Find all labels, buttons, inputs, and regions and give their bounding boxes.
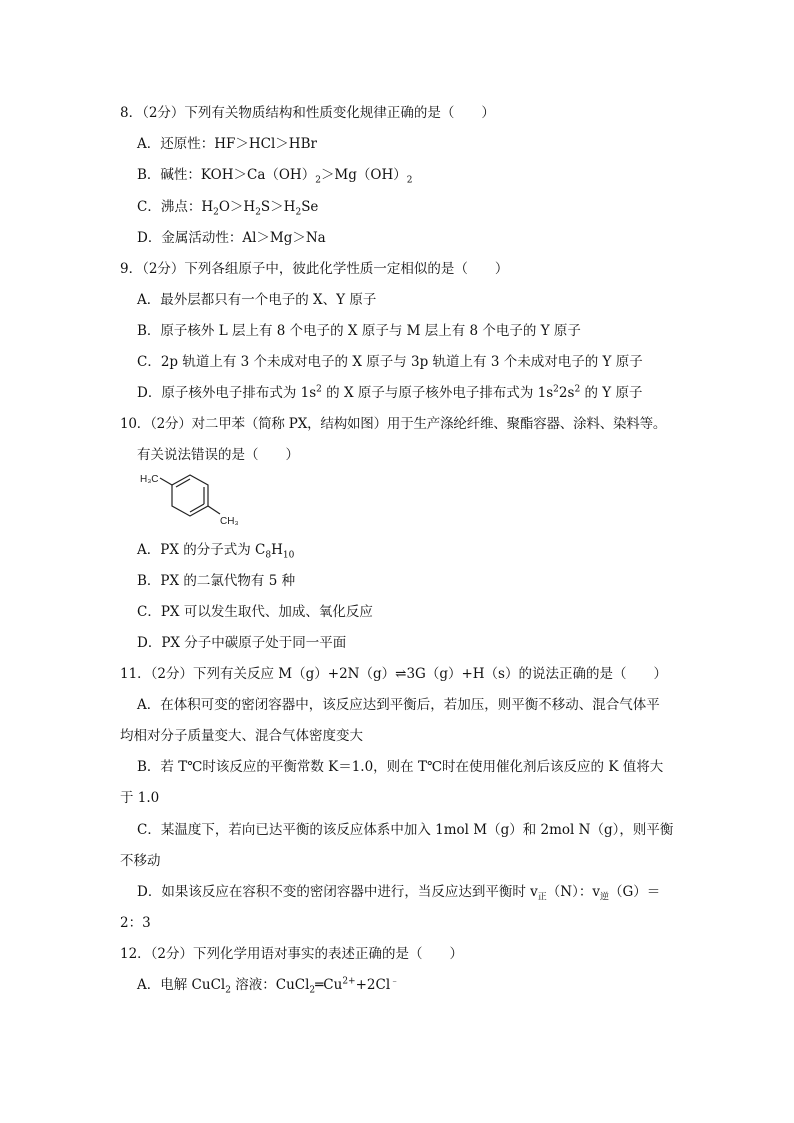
question-11-option-c-line1: C．某温度下，若向已达平衡的该反应体系中加入 1mol M（g）和 2mol N（g），则平衡: [137, 822, 674, 838]
methyl-label-right: CH₃: [220, 516, 239, 527]
question-11-option-b-line1: B．若 T℃时该反应的平衡常数 K＝1.0，则在 T℃时在使用催化剂后该反应的 K 值将大: [137, 759, 664, 775]
question-9-option-a: A．最外层都只有一个电子的 X、Y 原子: [137, 292, 377, 308]
question-8-option-a: A．还原性：HF＞HCl＞HBr: [137, 136, 317, 152]
para-xylene-structure-figure: [140, 470, 250, 530]
question-11-stem: 11．（2分）下列有关反应 M（g）+2N（g）⇌3G（g）+H（s）的说法正确的是（ ）: [120, 666, 667, 682]
question-10-stem: 10．（2分）对二甲苯（简称 PX，结构如图）用于生产涤纶纤维、聚酯容器、涂料、染料等。: [120, 416, 667, 432]
question-8-stem: 8．（2分）下列有关物质结构和性质变化规律正确的是（ ）: [120, 105, 495, 121]
question-9-option-c: C．2p 轨道上有 3 个未成对电子的 X 原子与 3p 轨道上有 3 个未成对电子的 Y 原子: [137, 354, 643, 370]
question-10-option-a: A．PX 的分子式为 $C_8H_{10}$: [137, 542, 295, 561]
question-12-option-a: A．电解 CuCl$_2$ 溶液：$CuCl_2═Cu^{2+}+2Cl^﹣$: [137, 976, 400, 996]
question-9-stem: 9．（2分）下列各组原子中，彼此化学性质一定相似的是（ ）: [120, 261, 509, 277]
question-8-option-b: B．碱性：$KOH>Ca(OH)_2>Mg(OH)_2$: [137, 167, 413, 186]
question-12-stem: 12．（2分）下列化学用语对事实的表述正确的是（ ）: [120, 946, 464, 962]
question-11-option-d-line2: 2：3: [120, 915, 151, 931]
question-11-option-b-line2: 于 1.0: [120, 790, 160, 806]
question-8-option-d: D．金属活动性：Al＞Mg＞Na: [137, 230, 326, 246]
question-11-option-a-line2: 均相对分子质量变大、混合气体密度变大: [120, 728, 363, 744]
question-10-option-b: B．PX 的二氯代物有 5 种: [137, 573, 296, 589]
question-9-option-b: B．原子核外 L 层上有 8 个电子的 X 原子与 M 层上有 8 个电子的 Y 原子: [137, 323, 581, 339]
question-11-option-c-line2: 不移动: [120, 853, 161, 869]
question-11-option-d-line1: D．如果该反应在容积不变的密闭容器中进行，当反应达到平衡时 $v_正(N)$：$v_逆(G)=$: [137, 884, 661, 903]
question-8-option-c: C．沸点：$H_2O>H_2S>H_2Se$: [137, 199, 319, 218]
question-10-option-d: D．PX 分子中碳原子处于同一平面: [137, 635, 347, 651]
question-11-option-a-line1: A．在体积可变的密闭容器中，该反应达到平衡后，若加压，则平衡不移动、混合气体平: [137, 697, 660, 713]
question-10-stem-continued: 有关说法错误的是（ ）: [137, 447, 299, 463]
methyl-label-left: H₃C: [140, 474, 159, 485]
question-9-option-d: D．原子核外电子排布式为 $1s^2$ 的 X 原子与原子核外电子排布式为 $1s^22s^2$ 的 Y 原子: [137, 384, 643, 401]
question-10-option-c: C．PX 可以发生取代、加成、氧化反应: [137, 604, 373, 620]
